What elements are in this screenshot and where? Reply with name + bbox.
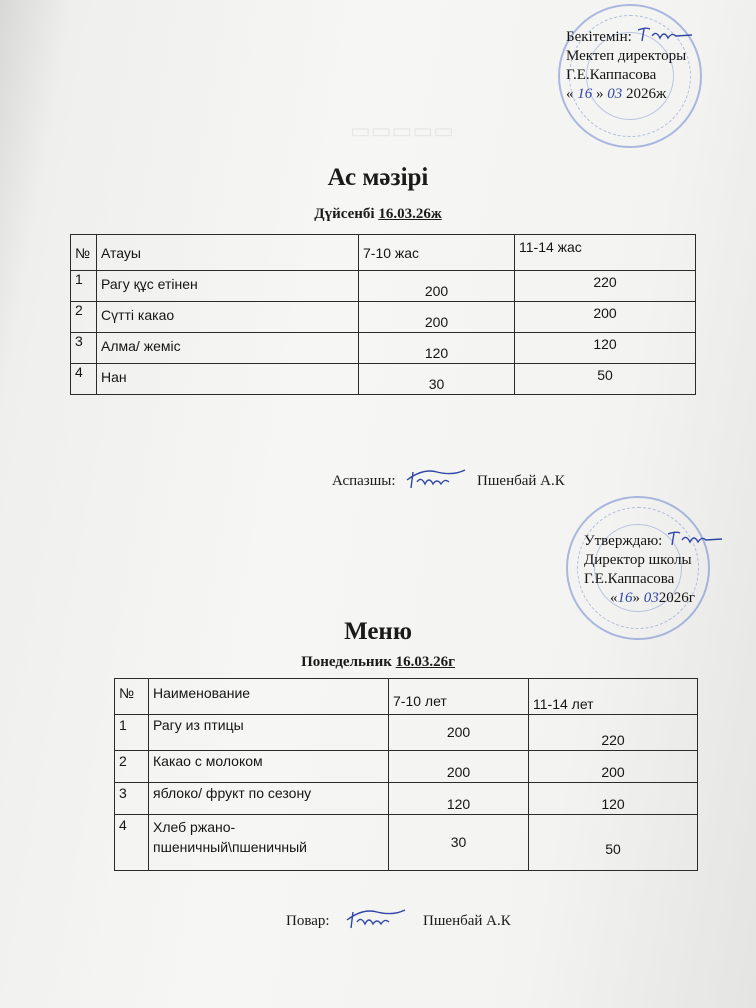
table-row — [115, 815, 698, 871]
dish-name: Сүтті какао — [97, 302, 359, 333]
header-name: Наименование — [149, 679, 389, 715]
header-age-11-14: 11-14 лет — [529, 679, 698, 715]
table-row — [115, 715, 698, 751]
portion-11-14: 220 — [529, 715, 698, 751]
header-age-7-10: 7-10 лет — [389, 679, 529, 715]
ru-approval-position: Директор школы — [584, 552, 692, 568]
ru-approval-title: Утверждаю: — [584, 533, 663, 549]
kz-day-heading: Дүйсенбі 16.03.26ж — [314, 206, 442, 222]
dish-name: Нан — [97, 364, 359, 395]
portion-11-14: 220 — [515, 271, 696, 302]
portion-7-10: 200 — [359, 271, 515, 302]
ru-approval-name: Г.Е.Каппасова — [584, 571, 675, 587]
ru-page-title: Меню — [344, 618, 412, 645]
row-number: 2 — [71, 302, 97, 333]
table-row — [71, 271, 696, 302]
dish-name: Алма/ жеміс — [97, 333, 359, 364]
dish-name: Рагу құс етінен — [97, 271, 359, 302]
portion-11-14: 50 — [529, 815, 698, 871]
table-header-row — [71, 235, 696, 271]
ru-menu-table — [114, 678, 698, 871]
row-number: 4 — [115, 815, 149, 871]
header-number: № — [115, 679, 149, 715]
portion-11-14: 50 — [515, 364, 696, 395]
kz-approval-name: Г.Е.Каппасова — [566, 67, 657, 83]
ru-cook-label: Повар: — [286, 913, 330, 929]
table-row — [115, 783, 698, 815]
header-age-11-14: 11-14 жас — [515, 235, 696, 271]
dish-name: Хлеб ржано-пшеничный\пшеничный — [149, 815, 389, 871]
show-through-shape: ▭▭▭▭▭ — [350, 118, 454, 143]
portion-7-10: 200 — [389, 715, 529, 751]
portion-11-14: 120 — [515, 333, 696, 364]
portion-11-14: 120 — [529, 783, 698, 815]
table-row — [71, 302, 696, 333]
kz-cook-signature-line — [332, 466, 565, 492]
kz-approval-date: « 16 » 03 2026ж — [566, 86, 667, 102]
kz-cook-label: Аспазшы: — [332, 473, 396, 489]
row-number: 2 — [115, 751, 149, 783]
table-header-row — [115, 679, 698, 715]
kz-approval-position: Мектеп директоры — [566, 48, 687, 64]
portion-7-10: 120 — [389, 783, 529, 815]
director-signature-icon — [666, 530, 724, 548]
row-number: 1 — [115, 715, 149, 751]
row-number: 4 — [71, 364, 97, 395]
table-row — [71, 333, 696, 364]
portion-7-10: 120 — [359, 333, 515, 364]
ru-day-heading: Понедельник 16.03.26г — [301, 654, 455, 670]
kz-approval-block — [566, 26, 694, 104]
dish-name: Какао с молоком — [149, 751, 389, 783]
cook-signature-icon — [403, 466, 469, 492]
portion-7-10: 30 — [389, 815, 529, 871]
portion-7-10: 30 — [359, 364, 515, 395]
row-number: 1 — [71, 271, 97, 302]
portion-11-14: 200 — [529, 751, 698, 783]
header-name: Атауы — [97, 235, 359, 271]
portion-7-10: 200 — [359, 302, 515, 333]
portion-7-10: 200 — [389, 751, 529, 783]
ru-cook-signature-line — [286, 906, 511, 932]
header-number: № — [71, 235, 97, 271]
kz-approval-title: Бекітемін: — [566, 29, 632, 45]
kz-menu-table — [70, 234, 696, 395]
table-row — [115, 751, 698, 783]
director-signature-icon — [636, 26, 694, 44]
kz-cook-name: Пшенбай А.К — [477, 473, 565, 489]
row-number: 3 — [71, 333, 97, 364]
dish-name: Рагу из птицы — [149, 715, 389, 751]
kz-page-title: Ас мәзірі — [327, 164, 429, 191]
portion-11-14: 200 — [515, 302, 696, 333]
row-number: 3 — [115, 783, 149, 815]
cook-signature-icon — [343, 906, 409, 932]
dish-name: яблоко/ фрукт по сезону — [149, 783, 389, 815]
ru-approval-date: «16» 032026г — [610, 590, 695, 606]
table-row — [71, 364, 696, 395]
header-age-7-10: 7-10 жас — [359, 235, 515, 271]
ru-approval-block — [584, 530, 724, 608]
ru-cook-name: Пшенбай А.К — [423, 913, 511, 929]
